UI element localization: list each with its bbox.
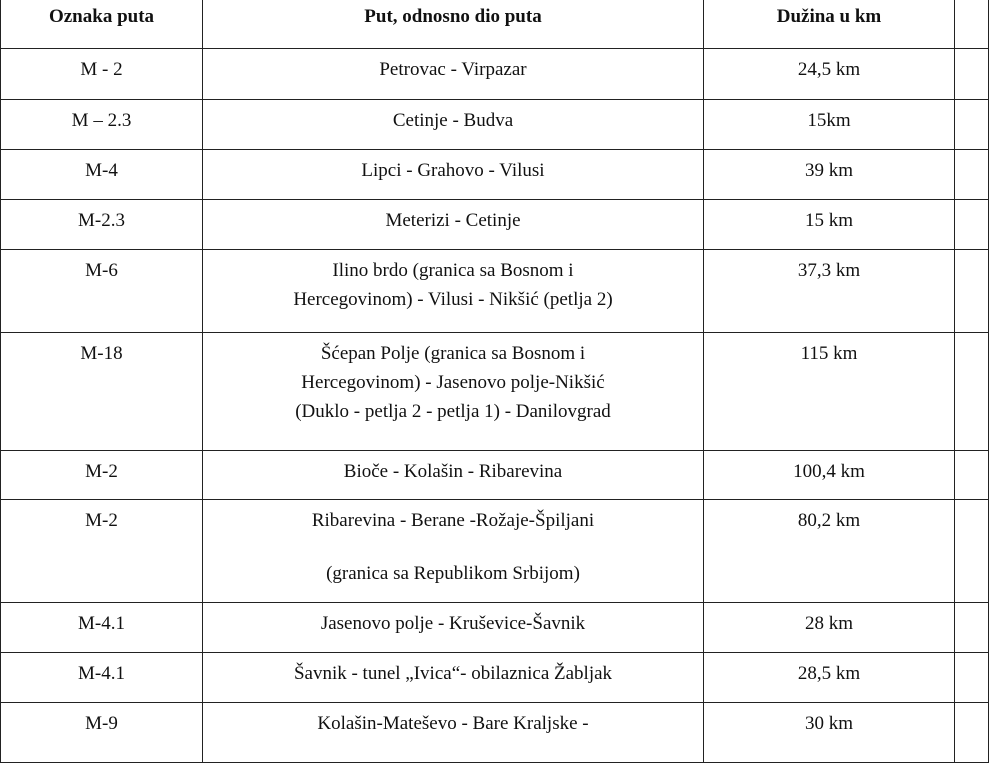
route-line: Ribarevina - Berane -Rožaje-Špiljani <box>311 510 595 531</box>
road-code: M-4 <box>1 150 203 200</box>
road-length: 39 km <box>704 150 955 200</box>
road-route <box>203 200 704 250</box>
header-code: Oznaka puta <box>1 0 203 49</box>
road-length: 15km <box>704 100 955 150</box>
table-row <box>1 653 989 703</box>
road-code: M-9 <box>1 703 203 763</box>
route-line: Meterizi - Cetinje <box>385 210 521 231</box>
empty-cell <box>955 603 989 653</box>
road-code: M-4.1 <box>1 603 203 653</box>
empty-cell <box>955 100 989 150</box>
route-line: Šavnik - tunel „Ivica“- obilaznica Žabljak <box>293 663 613 684</box>
route-line: Ilino brdo (granica sa Bosnom i <box>332 260 574 281</box>
road-code: M-18 <box>1 333 203 451</box>
table-row <box>1 603 989 653</box>
road-route <box>203 100 704 150</box>
route-line: Kolašin-Mateševo - Bare Kraljske - <box>317 713 589 734</box>
route-line: Jasenovo polje - Kruševice-Šavnik <box>320 613 586 634</box>
road-route <box>203 150 704 200</box>
road-code: M – 2.3 <box>1 100 203 150</box>
empty-cell <box>955 703 989 763</box>
road-length: 28,5 km <box>704 653 955 703</box>
table-row <box>1 100 989 150</box>
table-row <box>1 703 989 763</box>
road-code: M-2 <box>1 451 203 500</box>
table-row <box>1 451 989 500</box>
empty-cell <box>955 250 989 333</box>
empty-cell <box>955 150 989 200</box>
road-length: 30 km <box>704 703 955 763</box>
route-line: Hercegovinom) - Jasenovo polje-Nikšić <box>301 372 605 393</box>
empty-cell <box>955 333 989 451</box>
road-code: M-4.1 <box>1 653 203 703</box>
road-route <box>203 703 704 763</box>
table-row <box>1 333 989 451</box>
table-row <box>1 500 989 603</box>
road-route <box>203 49 704 100</box>
route-line: (Duklo - petlja 2 - petlja 1) - Danilovgrad <box>295 401 611 422</box>
route-line: Cetinje - Budva <box>392 110 514 131</box>
road-length: 115 km <box>704 333 955 451</box>
empty-cell <box>955 451 989 500</box>
road-length: 24,5 km <box>704 49 955 100</box>
empty-cell <box>955 500 989 603</box>
road-length: 80,2 km <box>704 500 955 603</box>
road-length: 100,4 km <box>704 451 955 500</box>
table-row <box>1 250 989 333</box>
road-route <box>203 653 704 703</box>
road-length: 28 km <box>704 603 955 653</box>
route-line: Lipci - Grahovo - Vilusi <box>361 160 545 181</box>
route-line: Petrovac - Virpazar <box>379 59 527 80</box>
road-code: M-2 <box>1 500 203 603</box>
empty-cell <box>955 0 989 49</box>
road-route <box>203 250 704 333</box>
road-length: 15 km <box>704 200 955 250</box>
table-row <box>1 150 989 200</box>
empty-cell <box>955 200 989 250</box>
header-length: Dužina u km <box>704 0 955 49</box>
header-row <box>1 0 989 49</box>
road-length: 37,3 km <box>704 250 955 333</box>
route-line: (granica sa Republikom Srbijom) <box>326 563 580 584</box>
route-line: Hercegovinom) - Vilusi - Nikšić (petlja 2) <box>293 289 613 310</box>
table-row <box>1 49 989 100</box>
road-code: M-6 <box>1 250 203 333</box>
road-route <box>203 500 704 603</box>
header-route: Put, odnosno dio puta <box>203 0 704 49</box>
empty-cell <box>955 653 989 703</box>
road-route <box>203 333 704 451</box>
route-line: Bioče - Kolašin - Ribarevina <box>343 461 563 482</box>
route-line: Šćepan Polje (granica sa Bosnom i <box>320 343 586 364</box>
empty-cell <box>955 49 989 100</box>
road-code: M-2.3 <box>1 200 203 250</box>
table-row <box>1 200 989 250</box>
road-route <box>203 451 704 500</box>
road-code: M - 2 <box>1 49 203 100</box>
road-route <box>203 603 704 653</box>
